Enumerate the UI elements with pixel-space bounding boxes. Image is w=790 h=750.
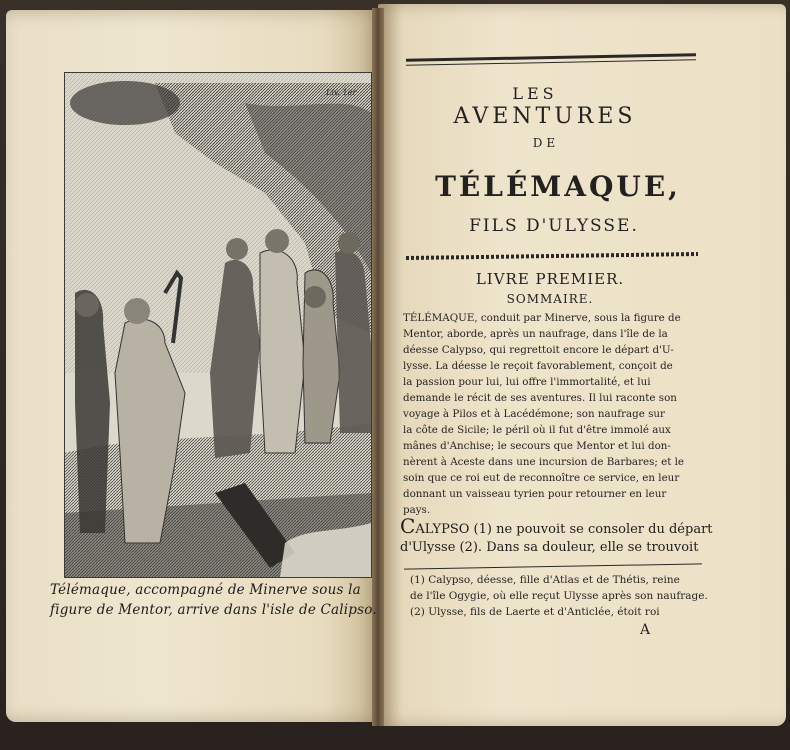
title-les: LES bbox=[512, 84, 558, 103]
book-gutter bbox=[372, 8, 384, 726]
summary-heading: SOMMAIRE. bbox=[506, 292, 594, 306]
summary-line: pays. bbox=[403, 504, 431, 516]
plate-label: Liv. 1er bbox=[326, 88, 357, 97]
summary-line: la passion pour lui, lui offre l'immortalité, et lui bbox=[403, 376, 651, 388]
body-text-line-1 bbox=[400, 514, 713, 538]
summary-line: Mentor, aborde, après un naufrage, dans l'île de la bbox=[403, 328, 668, 340]
title-de: DE bbox=[532, 136, 560, 150]
signature-mark: A bbox=[640, 622, 651, 638]
summary-line: la côte de Sicile; le péril où il fut d'être immolé aux bbox=[403, 424, 671, 436]
summary-line: mânes d'Anchise; le secours que Mentor et lui don- bbox=[403, 440, 671, 452]
chapter-heading: LIVRE PREMIER. bbox=[475, 270, 625, 288]
summary-line: TÉLÉMAQUE, conduit par Minerve, sous la figure de bbox=[403, 312, 681, 324]
summary-line: voyage à Pilos et à Lacédémone; son naufrage sur bbox=[403, 408, 665, 420]
engraving-caption-line-2: figure de Mentor, arrive dans l'isle de Calipso. bbox=[50, 602, 377, 618]
engraving-caption-line-1: Télémaque, accompagné de Minerve sous la bbox=[50, 582, 361, 598]
summary-line: demande le récit de ses aventures. Il lui raconte son bbox=[403, 392, 677, 404]
summary-line: nèrent à Aceste dans une incursion de Barbares; et le bbox=[403, 456, 685, 468]
title-aventures: AVENTURES bbox=[453, 104, 637, 129]
footnote-line: (2) Ulysse, fils de Laerte et d'Anticlée, étoit roi bbox=[410, 606, 660, 618]
summary-line: donnant un vaisseau tyrien pour retourner en leur bbox=[403, 488, 667, 500]
engraving-drawing bbox=[65, 73, 371, 577]
footnote-line: (1) Calypso, déesse, fille d'Atlas et de Thétis, reine bbox=[410, 574, 680, 586]
title-telemaque: TÉLÉMAQUE, bbox=[435, 170, 681, 203]
footnote-line: de l'île Ogygie, où elle reçut Ulysse après son naufrage. bbox=[410, 590, 708, 602]
engraving-illustration bbox=[64, 72, 372, 578]
title-fils-dulysse: FILS D'ULYSSE. bbox=[469, 216, 639, 236]
summary-line: soin que ce roi eut de reconnoître ce service, en leur bbox=[403, 472, 680, 484]
summary-line: déesse Calypso, qui regrettoit encore le départ d'U- bbox=[403, 344, 674, 356]
body-text: ALYPSO (1) ne pouvoit se consoler du départ bbox=[415, 522, 713, 537]
summary-line: lysse. La déesse le reçoit favorablement, conçoit de bbox=[403, 360, 673, 372]
drop-capital: C bbox=[400, 514, 416, 538]
body-text-line-2: d'Ulysse (2). Dans sa douleur, elle se trouvoit bbox=[400, 540, 699, 555]
